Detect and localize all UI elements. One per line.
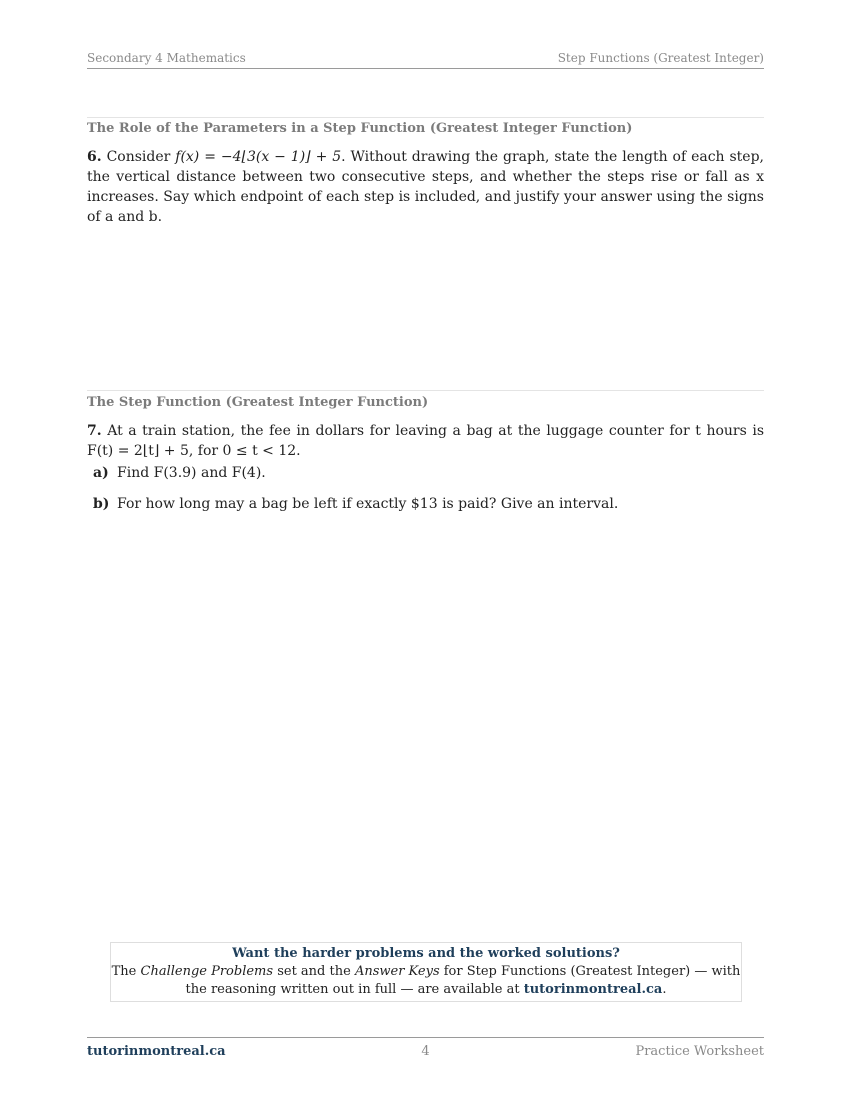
section-divider: [87, 117, 764, 118]
header-course: Secondary 4 Mathematics: [87, 51, 246, 65]
footer-site-link[interactable]: tutorinmontreal.ca: [87, 1044, 226, 1059]
promo-site-link[interactable]: tutorinmontreal.ca: [523, 982, 663, 997]
promo-answer-keys: Answer Keys: [354, 964, 440, 979]
section-title: The Role of the Parameters in a Step Function (Greatest Integer Function): [87, 121, 633, 136]
part-label: b): [93, 496, 110, 512]
footer-doc-type: Practice Worksheet: [635, 1044, 764, 1059]
promo-text-1: The: [111, 964, 137, 979]
promo-end: .: [662, 982, 667, 997]
problem-text-intro: Consider: [106, 149, 176, 165]
problem-text: At a train station, the fee in dollars for leaving a bag at the luggage counter for t hours is F(t) = 2⌊t⌋ + 5, for 0 ≤ t < 12.: [87, 423, 765, 459]
problem-number: 7.: [87, 423, 102, 439]
section-title: The Step Function (Greatest Integer Function): [87, 395, 429, 410]
promo-text-2: set and the: [277, 964, 351, 979]
page-number: 4: [421, 1044, 430, 1059]
part-text: Find F(3.9) and F(4).: [117, 465, 266, 481]
header-topic: Step Functions (Greatest Integer): [557, 51, 764, 65]
promo-text-3: for Step Functions (Greatest Integer) — with the reasoning written out in full — are available at: [185, 964, 741, 997]
problem-7: [87, 421, 764, 461]
problem-formula: f(x) = −4⌊3(x − 1)⌋ + 5: [175, 149, 342, 165]
problem-text: . Without drawing the graph, state the length of each step, the vertical distance between two consecutive steps, and whether the steps rise or fall as x increases. Say which endpoint of each step is included, and justify your answer using the signs of a and b.: [87, 149, 765, 225]
section-divider: [87, 390, 764, 391]
problem-number: 6.: [87, 149, 102, 165]
part-text: For how long may a bag be left if exactly $13 is paid? Give an interval.: [117, 496, 619, 512]
problem-part-b: [93, 494, 763, 514]
promo-title: Want the harder problems and the worked solutions?: [232, 946, 620, 961]
page-footer: [87, 1037, 764, 1062]
part-label: a): [93, 465, 109, 481]
problem-part-a: [93, 463, 763, 483]
page-header: [87, 51, 764, 69]
problem-6: [87, 147, 764, 227]
promo-box: [110, 942, 742, 1002]
promo-challenge: Challenge Problems: [140, 964, 274, 979]
